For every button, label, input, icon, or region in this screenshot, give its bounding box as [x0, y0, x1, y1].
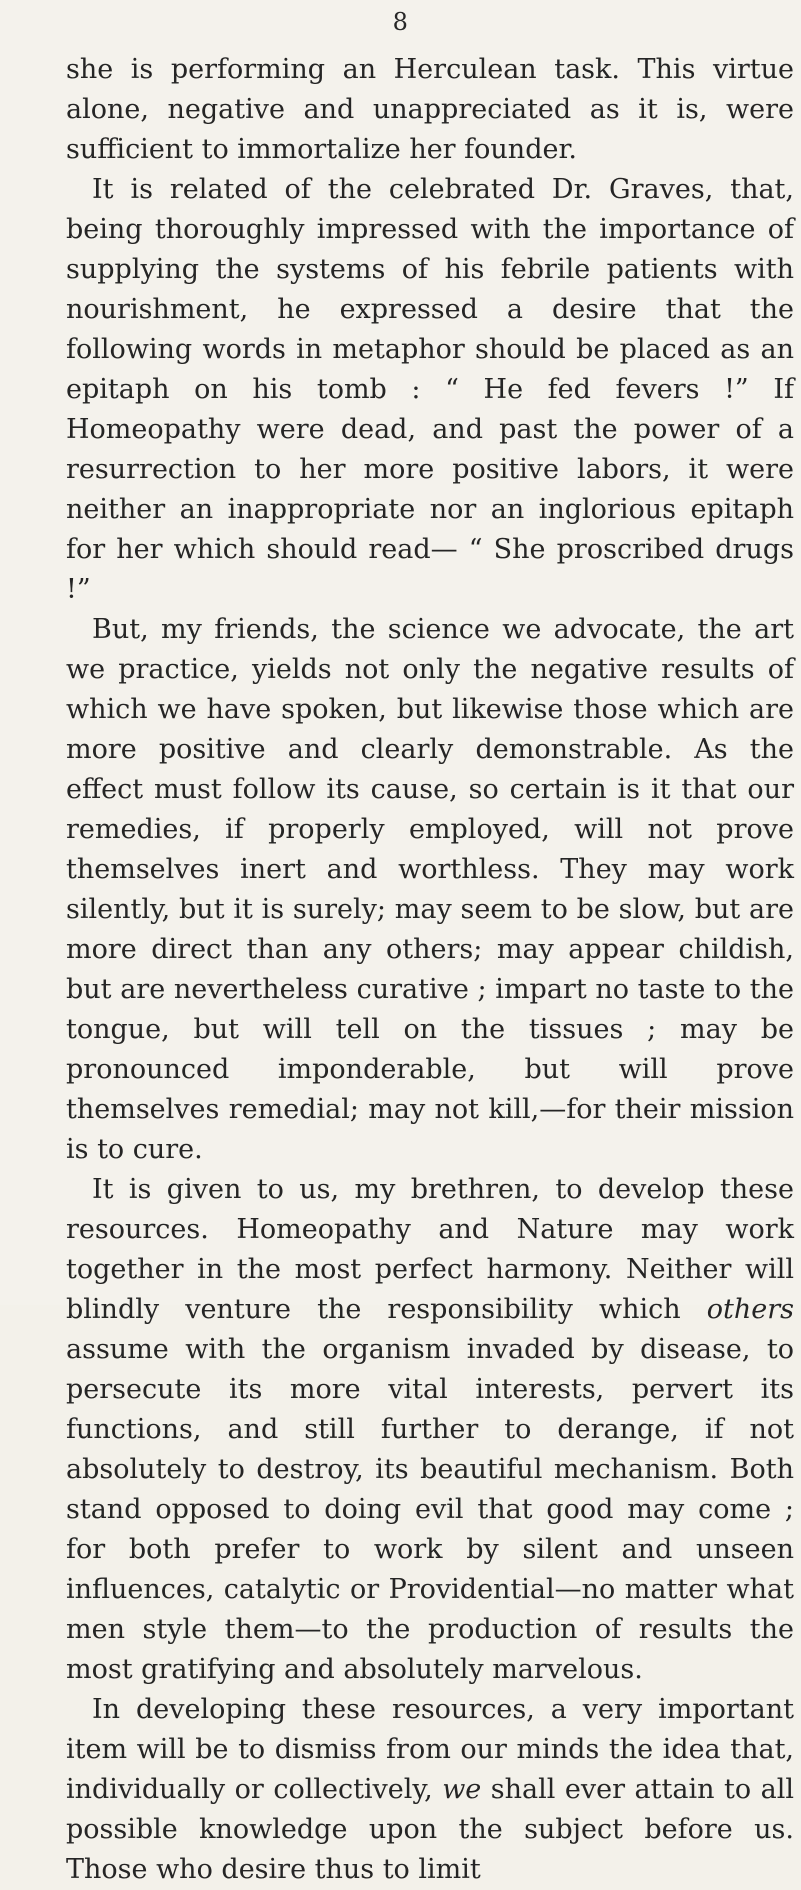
- paragraph-3: But, my friends, the science we advocate, the art we practice, yields not only the negative results of which we have spoken, but likewise those which are more positive and clearly demonstrable. As the effect must follow its cause, so certain is it that our remedies, if properly employed, will not prove themselves inert and worthless. They may work silently, but it is surely; may seem to be slow, but are more direct than any others; may appear childish, but are nevertheless curative ; impart no taste to the tongue, but will tell on the tissues ; may be pronounced imponderable, but will prove themselves remedial; may not kill,—for their mission is to cure.: [66, 614, 794, 1165]
- paragraph-5-text-end: shall ever attain to all possible knowledge upon the subject before us. Those who desire thus to limit: [66, 1774, 794, 1885]
- paragraph-5-italic-word: we: [442, 1774, 482, 1805]
- paragraph-4-text-start: It is given to us, my brethren, to develop these resources. Homeopathy and Nature may work together in the most perfect harmony. Neither will blindly venture the responsibility which: [66, 1174, 794, 1325]
- paragraph-2: It is related of the celebrated Dr. Graves, that, being thoroughly impressed with the importance of supplying the systems of his febrile patients with nourishment, he expressed a desire that the following words in metaphor should be placed as an epitaph on his tomb : “ He fed fevers !” If Homeopathy were dead, and past the power of a resurrection to her more positive labors, it were neither an inappropriate nor an inglorious epitaph for her which should read— “ She proscribed drugs !”: [66, 174, 794, 605]
- paragraph-5-text-start: In developing these resources, a very important item will be to dismiss from our minds the idea that, individually or collectively,: [66, 1694, 794, 1805]
- paragraph-5: [66, 1690, 794, 1890]
- body-text: [66, 50, 794, 1890]
- paragraph-4: [66, 1170, 794, 1690]
- paragraph-4-text-end: assume with the organism invaded by disease, to persecute its more vital interests, pervert its functions, and still further to derange, if not absolutely to destroy, its beautiful mechanism. Both stand opposed to doing evil that good may come ; for both prefer to work by silent and unseen influences, catalytic or Providential—no matter what men style them—to the production of results the most gratifying and absolutely marvelous.: [66, 1334, 794, 1685]
- paragraph-4-italic-word: others: [706, 1294, 794, 1325]
- page-number: 8: [392, 8, 409, 36]
- paragraph-1: she is performing an Herculean task. This virtue alone, negative and unappreciated as it is, were sufficient to immortalize her founder.: [66, 54, 794, 165]
